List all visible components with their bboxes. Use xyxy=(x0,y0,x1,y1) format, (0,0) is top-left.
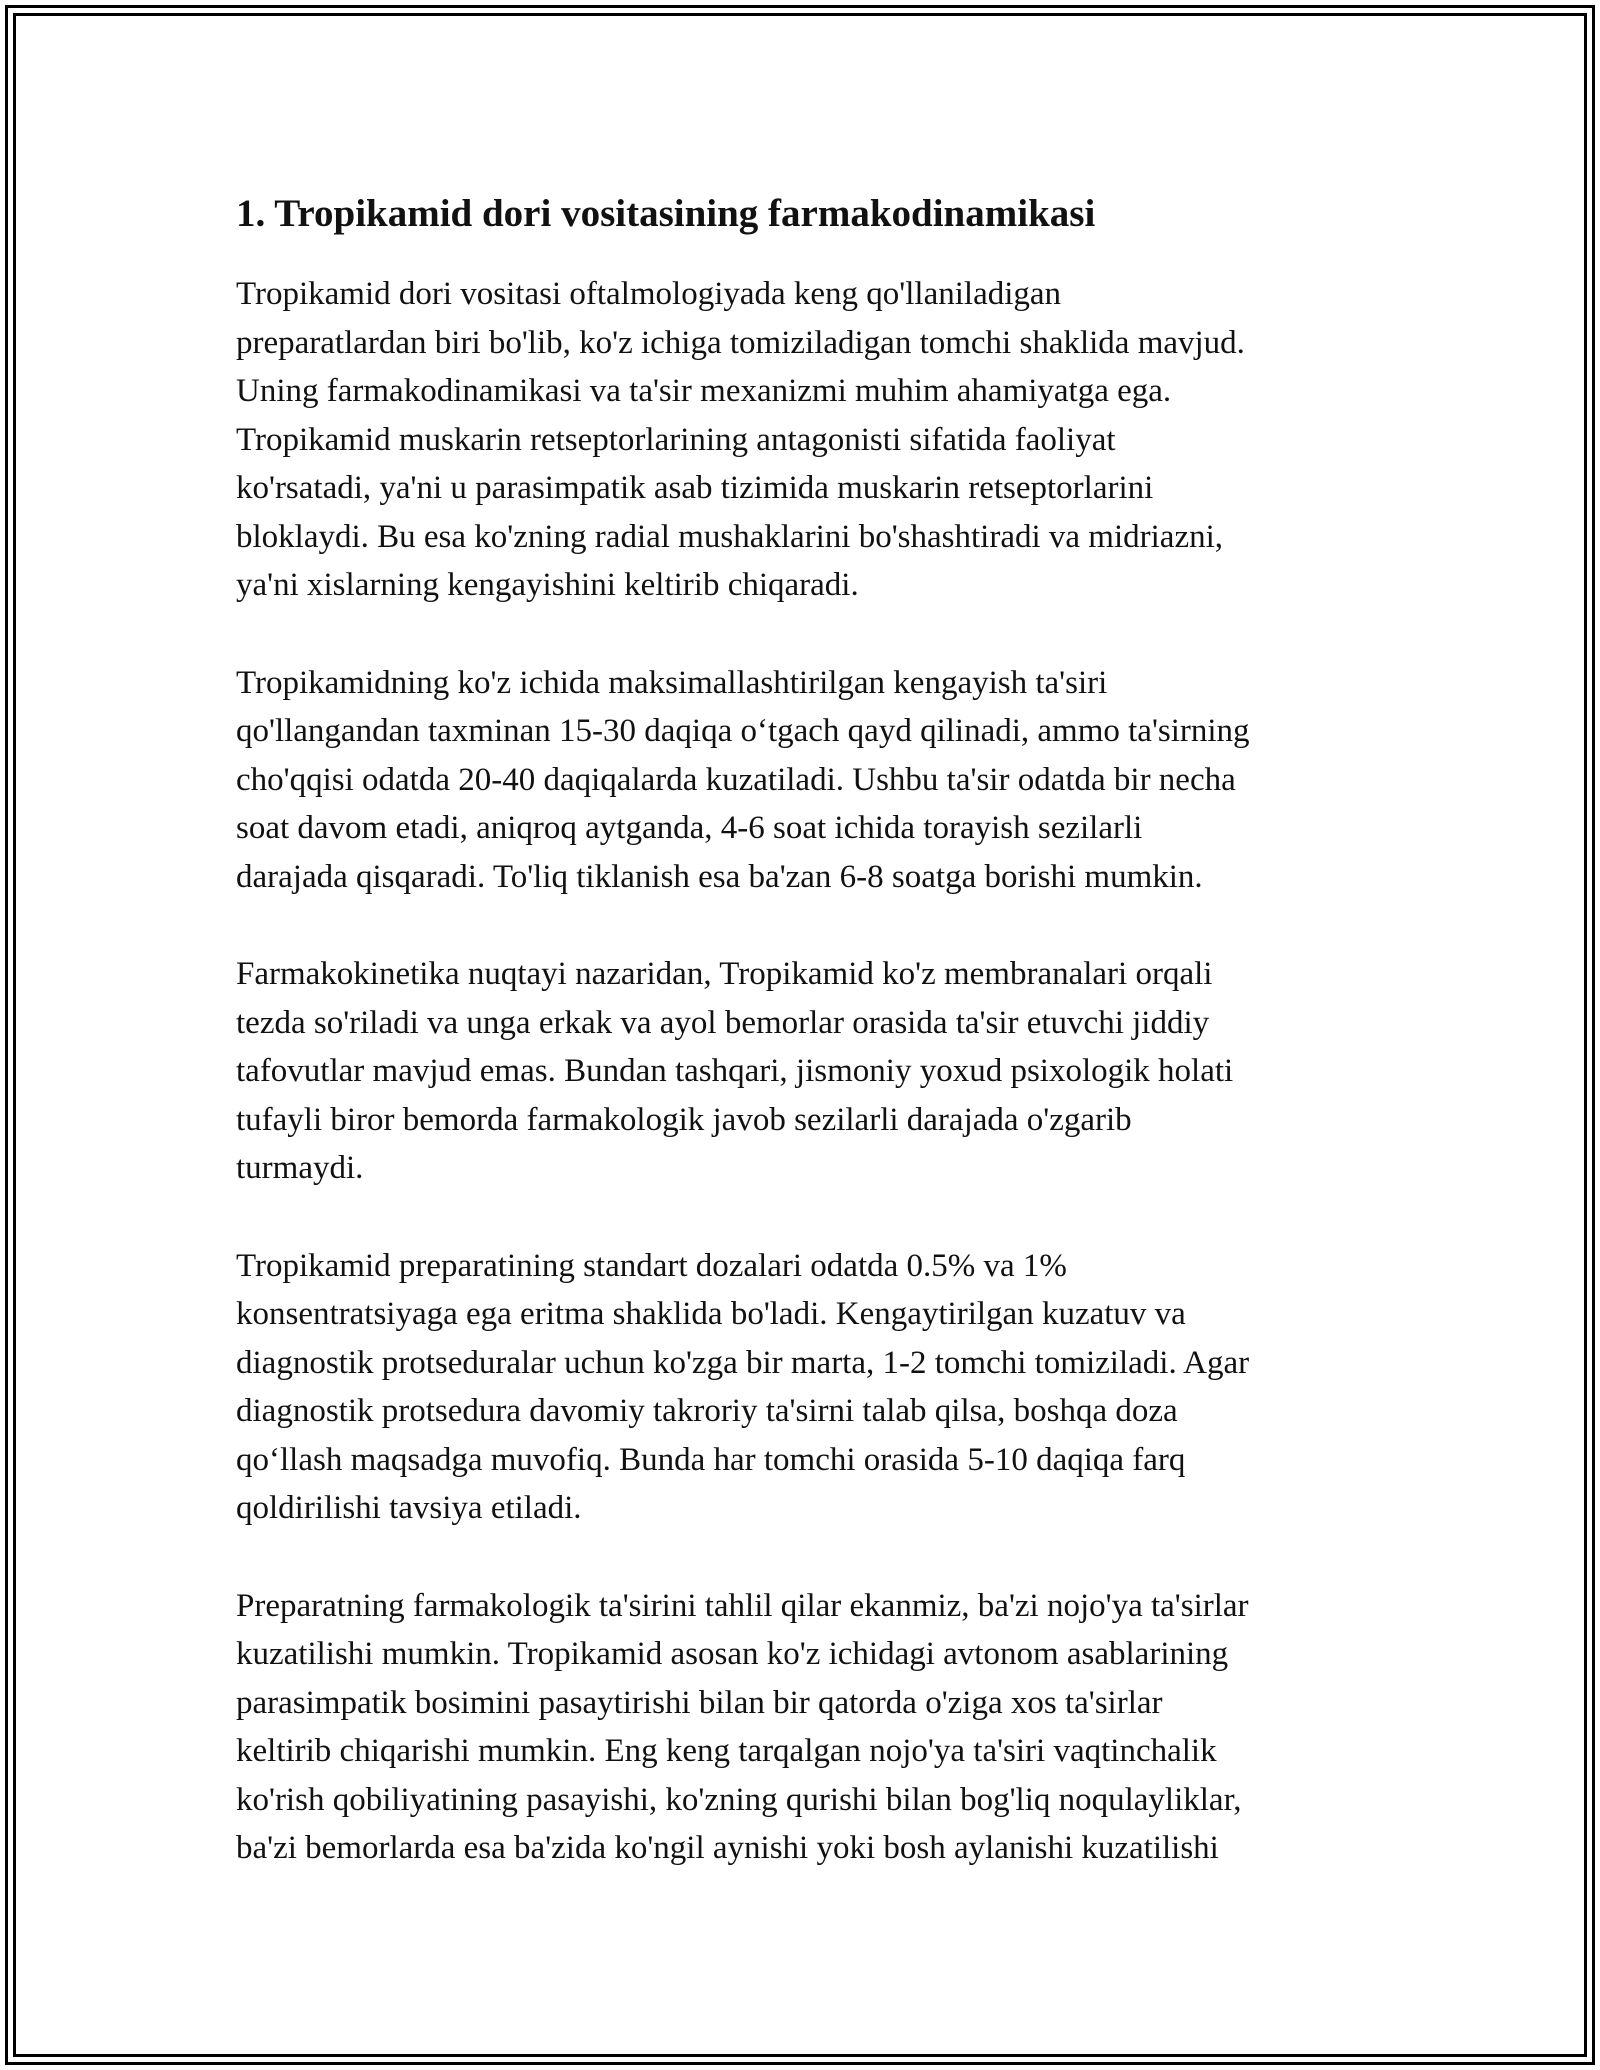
text-line: Preparatning farmakologik ta'sirini tahlil qilar ekanmiz, ba'zi nojo'ya ta'sirlar xyxy=(236,1587,1249,1624)
text-line: Tropikamid muskarin retseptorlarining antagonisti sifatida faoliyat xyxy=(236,421,1116,458)
text-line: keltirib chiqarishi mumkin. Eng keng tarqalgan nojo'ya ta'siri vaqtinchalik xyxy=(236,1733,1217,1769)
text-line: ko'rsatadi, ya'ni u parasimpatik asab tizimida muskarin retseptorlarini xyxy=(236,470,1154,506)
text-line: ko'rish qobiliyatining pasayishi, ko'zning qurishi bilan bog'liq noqulayliklar, xyxy=(236,1781,1242,1818)
paragraph-dosage xyxy=(236,1242,1376,1533)
text-line: preparatlardan biri bo'lib, ko'z ichiga tomiziladigan tomchi shaklida mavjud. xyxy=(236,324,1245,361)
paragraph-onset-duration xyxy=(236,659,1376,902)
text-line: tufayli biror bemorda farmakologik javob sezilarli darajada o'zgarib xyxy=(236,1101,1132,1138)
text-line: Tropikamid dori vositasi oftalmologiyada keng qo'llaniladigan xyxy=(236,276,1062,312)
document-body xyxy=(236,186,1376,1873)
text-line: Tropikamid preparatining standart dozalari odatda 0.5% va 1% xyxy=(236,1247,1067,1284)
text-line: qoldirilishi tavsiya etiladi. xyxy=(236,1490,582,1526)
text-line: turmaydi. xyxy=(236,1150,364,1186)
text-line: diagnostik protsedura davomiy takroriy ta'sirni talab qilsa, boshqa doza xyxy=(236,1393,1178,1429)
text-line: diagnostik protseduralar uchun ko'zga bir marta, 1-2 tomchi tomiziladi. Agar xyxy=(236,1344,1250,1381)
text-line: cho'qqisi odatda 20-40 daqiqalarda kuzatiladi. Ushbu ta'sir odatda bir necha xyxy=(236,761,1236,798)
text-line: kuzatilishi mumkin. Tropikamid asosan ko'z ichidagi avtonom asablarining xyxy=(236,1636,1229,1672)
paragraph-pharmacokinetics xyxy=(236,950,1376,1193)
section-heading: 1. Tropikamid dori vositasining farmakodinamikasi xyxy=(236,192,1096,235)
text-line: soat davom etadi, aniqroq aytganda, 4-6 soat ichida torayish sezilarli xyxy=(236,810,1143,846)
text-line: tezda so'riladi va unga erkak va ayol bemorlar orasida ta'sir etuvchi jiddiy xyxy=(236,1004,1210,1041)
text-line: Uning farmakodinamikasi va ta'sir mexanizmi muhim ahamiyatga ega. xyxy=(236,373,1172,409)
text-line: Farmakokinetika nuqtayi nazaridan, Tropikamid ko'z membranalari orqali xyxy=(236,956,1213,992)
text-line: Tropikamidning ko'z ichida maksimallashtirilgan kengayish ta'siri xyxy=(236,664,1108,701)
text-line: tafovutlar mavjud emas. Bundan tashqari, jismoniy yoxud psixologik holati xyxy=(236,1053,1234,1089)
text-line: parasimpatik bosimini pasaytirishi bilan bir qatorda o'ziga xos ta'sirlar xyxy=(236,1684,1163,1721)
text-line: darajada qisqaradi. To'liq tiklanish esa ba'zan 6-8 soatga borishi mumkin. xyxy=(236,858,1203,895)
text-line: qo'llangandan taxminan 15-30 daqiqa o‘tgach qayd qilinadi, ammo ta'sirning xyxy=(236,713,1250,749)
text-line: qo‘llash maqsadga muvofiq. Bunda har tomchi orasida 5-10 daqiqa farq xyxy=(236,1441,1186,1478)
text-line: ya'ni xislarning kengayishini keltirib chiqaradi. xyxy=(236,567,859,603)
paragraph-side-effects xyxy=(236,1582,1376,1873)
text-line: konsentratsiyaga ega eritma shaklida bo'ladi. Kengaytirilgan kuzatuv va xyxy=(236,1296,1186,1332)
text-line: bloklaydi. Bu esa ko'zning radial mushaklarini bo'shashtiradi va midriazni, xyxy=(236,518,1224,555)
text-line: ba'zi bemorlarda esa ba'zida ko'ngil aynishi yoki bosh aylanishi kuzatilishi xyxy=(236,1830,1219,1866)
paragraph-mechanism xyxy=(236,270,1376,610)
